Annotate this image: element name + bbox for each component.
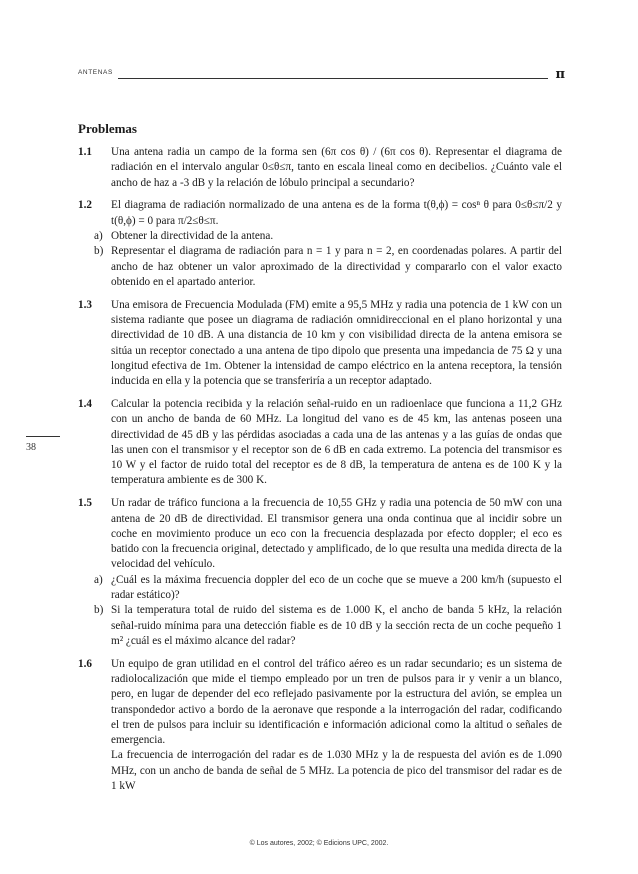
problem-text: Un equipo de gran utilidad en el control del tráfico aéreo es un radar secundario; es un sistema de radiolocalización que mide el tiempo empleado por un tren de pulsos para ir y venir a un blanco, pero, en lugar de depender del eco reflejado pasivamente por la estructura del avión, se emplea un transpondedor activo a bordo de la aeronave que responde a la interrogación del radar, codificando el tren de pulsos para incluir su identificación e información adicional como la altitud o señales de emergencia. <box>111 657 562 747</box>
subitem <box>94 603 562 649</box>
problem-1-1 <box>78 145 562 191</box>
running-header <box>78 69 565 85</box>
problem-text: Calcular la potencia recibida y la relación señal-ruido en un radioenlace que funciona a 11,2 GHz con un ancho de banda de 60 MHz. La longitud del vano es de 45 km, las antenas poseen una directividad de 45 dB y las pérdidas asociadas a cada una de las antenas y a las guías de ondas que las unen con el transmisor y el receptor son de 6 dB en cada extremo. La potencia del transmisor es 10 W y el factor de ruido total del receptor es de 8 dB, la temperatura de antena es de 100 K y la temperatura ambiente es de 300 K. <box>111 397 562 487</box>
page-number-rule <box>26 436 60 437</box>
subitem-text: Representar el diagrama de radiación para n = 1 y para n = 2, en coordenadas polares. A partir del ancho de haz obtener un valor aproximado de la directividad y compararlo con el valor exacto obtenido en el apartado anterior. <box>111 245 562 288</box>
subitem-text: Obtener la directividad de la antena. <box>111 229 274 242</box>
page-number: 38 <box>26 442 36 453</box>
copyright-footer: © Los autores, 2002; © Edicions UPC, 2002. <box>249 840 389 847</box>
pi-logo-icon: π <box>555 67 565 82</box>
problem-1-5 <box>78 496 562 649</box>
problem-number: 1.6 <box>78 657 92 670</box>
problem-list <box>78 145 562 802</box>
problem-1-3 <box>78 298 562 390</box>
section-title: Problemas <box>78 121 137 136</box>
problem-text: Una emisora de Frecuencia Modulada (FM) emite a 95,5 MHz y radia una potencia de 1 kW con un sistema radiante que posee un diagrama de radiación omnidireccional en el plano horizontal y una directividad de 10 dB. A una distancia de 10 km y con visibilidad directa de la antena emisora se sitúa un receptor conectado a una antena de tipo dipolo que presenta una impedancia de 75 Ω y una longitud efectiva de 1m. Obtener la intensidad de campo eléctrico en la antena receptora, la tensión inducida en ella y la potencia que se transferiría a un receptor adaptado. <box>111 298 562 388</box>
subitem-label: b) <box>94 604 104 617</box>
subitem-text: ¿Cuál es la máxima frecuencia doppler del eco de un coche que se mueve a 200 km/h (supuesto el radar estático)? <box>111 573 562 602</box>
problem-text-continued: La frecuencia de interrogación del radar es de 1.030 MHz y la de respuesta del avión es de 1.090 MHz, con un ancho de banda de señal de 5 MHz. La potencia de pico del transmisor del radar es de 1 kW <box>111 749 562 793</box>
subitem-label: a) <box>94 573 103 586</box>
problem-number: 1.5 <box>78 497 92 510</box>
subitem-label: a) <box>94 229 103 242</box>
problem-text: Una antena radia un campo de la forma sen (6π cos θ) / (6π cos θ). Representar el diagrama de radiación en el intervalo angular 0≤θ≤π, tanto en escala lineal como en decibelios. ¿Cuánto vale el ancho de haz a -3 dB y la relación de lóbulo principal a secundario? <box>111 146 562 189</box>
problem-number: 1.4 <box>78 397 92 410</box>
problem-number: 1.3 <box>78 298 92 311</box>
problem-1-6 <box>78 657 562 795</box>
header-rule <box>118 78 548 79</box>
problem-number: 1.2 <box>78 199 92 212</box>
subitem <box>94 573 562 604</box>
problem-text: Un radar de tráfico funciona a la frecuencia de 10,55 GHz y radia una potencia de 50 mW con una antena de 20 dB de directividad. El transmisor genera una onda continua que al incidir sobre un coche en movimiento produce un eco con la frecuencia desplazada por efecto doppler; el eco es batido con la frecuencia original, detectado y amplificado, de lo que resulta una medida directa de la velocidad del vehículo. <box>111 497 562 571</box>
subitem <box>94 229 562 244</box>
subitem-label: b) <box>94 245 104 258</box>
problem-text: El diagrama de radiación normalizado de una antena es de la forma t(θ,ϕ) = cosⁿ θ para 0≤θ≤π/2 y t(θ,ϕ) = 0 para π/2≤θ≤π. <box>111 199 562 227</box>
problem-1-2 <box>78 198 562 290</box>
problem-number: 1.1 <box>78 146 92 158</box>
problem-1-4 <box>78 397 562 489</box>
header-label: ANTENAS <box>78 69 113 76</box>
subitem <box>94 244 562 290</box>
subitem-text: Si la temperatura total de ruido del sistema es de 1.000 K, el ancho de banda 5 kHz, la relación señal-ruido mínima para una detección fiable es de 10 dB y la sección recta de un coche pequeño 1 m² ¿cuál es el máximo alcance del radar? <box>111 604 562 647</box>
